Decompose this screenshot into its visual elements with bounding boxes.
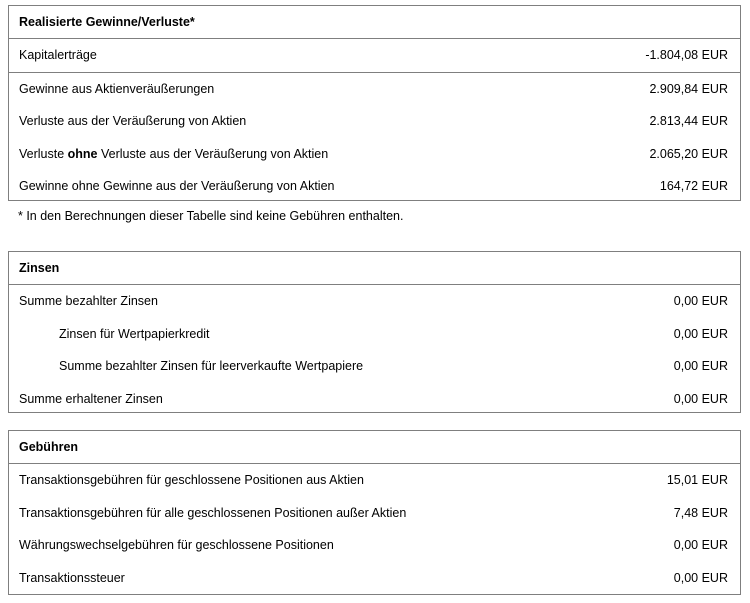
- row-label-pre: Verluste: [19, 146, 68, 161]
- row-value: 7,48 EUR: [673, 505, 728, 520]
- table-row: [9, 350, 740, 383]
- row-value: 164,72 EUR: [659, 179, 728, 193]
- fees-table: [8, 430, 741, 595]
- footnote: * In den Berechnungen dieser Tabelle sind keine Gebühren enthalten.: [18, 209, 404, 223]
- row-label: Summe erhaltener Zinsen: [19, 391, 163, 406]
- row-label-bold: ohne: [67, 146, 98, 161]
- table-row: [9, 383, 740, 416]
- row-value: 0,00 EUR: [673, 538, 728, 552]
- row-value: 0,00 EUR: [673, 294, 728, 308]
- table-row: [9, 170, 740, 203]
- table-row: [9, 497, 740, 530]
- table-row: [9, 105, 740, 138]
- row-value: 15,01 EUR: [666, 473, 728, 487]
- table-row: [9, 138, 740, 171]
- row-value: 0,00 EUR: [673, 570, 728, 585]
- row-label: Transaktionsgebühren für geschlossene Positionen aus Aktien: [19, 473, 364, 487]
- table-row: [9, 73, 740, 106]
- row-value: 2.813,44 EUR: [649, 114, 728, 128]
- realized-gains-losses-table: [8, 5, 741, 201]
- row-label: [19, 147, 328, 161]
- row-label-post: Verluste aus der Veräußerung von Aktien: [97, 146, 329, 161]
- table-row: [9, 285, 740, 318]
- row-label: Gewinne ohne Gewinne aus der Veräußerung von Aktien: [19, 179, 335, 193]
- interest-table: [8, 251, 741, 413]
- row-value: 0,00 EUR: [673, 359, 728, 373]
- section-title: Gebühren: [9, 431, 740, 464]
- section-title: Realisierte Gewinne/Verluste*: [9, 6, 740, 39]
- section-title: Zinsen: [9, 252, 740, 285]
- row-value: -1.804,08 EUR: [645, 48, 728, 62]
- row-value: 0,00 EUR: [673, 326, 728, 341]
- table-row: [9, 318, 740, 351]
- row-label: Währungswechselgebühren für geschlossene Positionen: [19, 538, 334, 552]
- table-row: [9, 562, 740, 595]
- row-label: Summe bezahlter Zinsen: [19, 294, 158, 308]
- row-label: Transaktionssteuer: [19, 570, 125, 585]
- row-label: Gewinne aus Aktienveräußerungen: [19, 81, 215, 96]
- row-value: 0,00 EUR: [673, 391, 728, 406]
- table-row: [9, 529, 740, 562]
- table-row: [9, 464, 740, 497]
- row-label: Transaktionsgebühren für alle geschlossenen Positionen außer Aktien: [19, 505, 407, 520]
- row-label: Kapitalerträge: [19, 48, 97, 62]
- row-value: 2.909,84 EUR: [649, 81, 728, 96]
- table-row: [9, 39, 740, 73]
- row-label: Zinsen für Wertpapierkredit: [59, 326, 210, 341]
- row-value: 2.065,20 EUR: [649, 146, 728, 161]
- row-label: Verluste aus der Veräußerung von Aktien: [19, 114, 247, 128]
- row-label: Summe bezahlter Zinsen für leerverkaufte Wertpapiere: [59, 359, 364, 373]
